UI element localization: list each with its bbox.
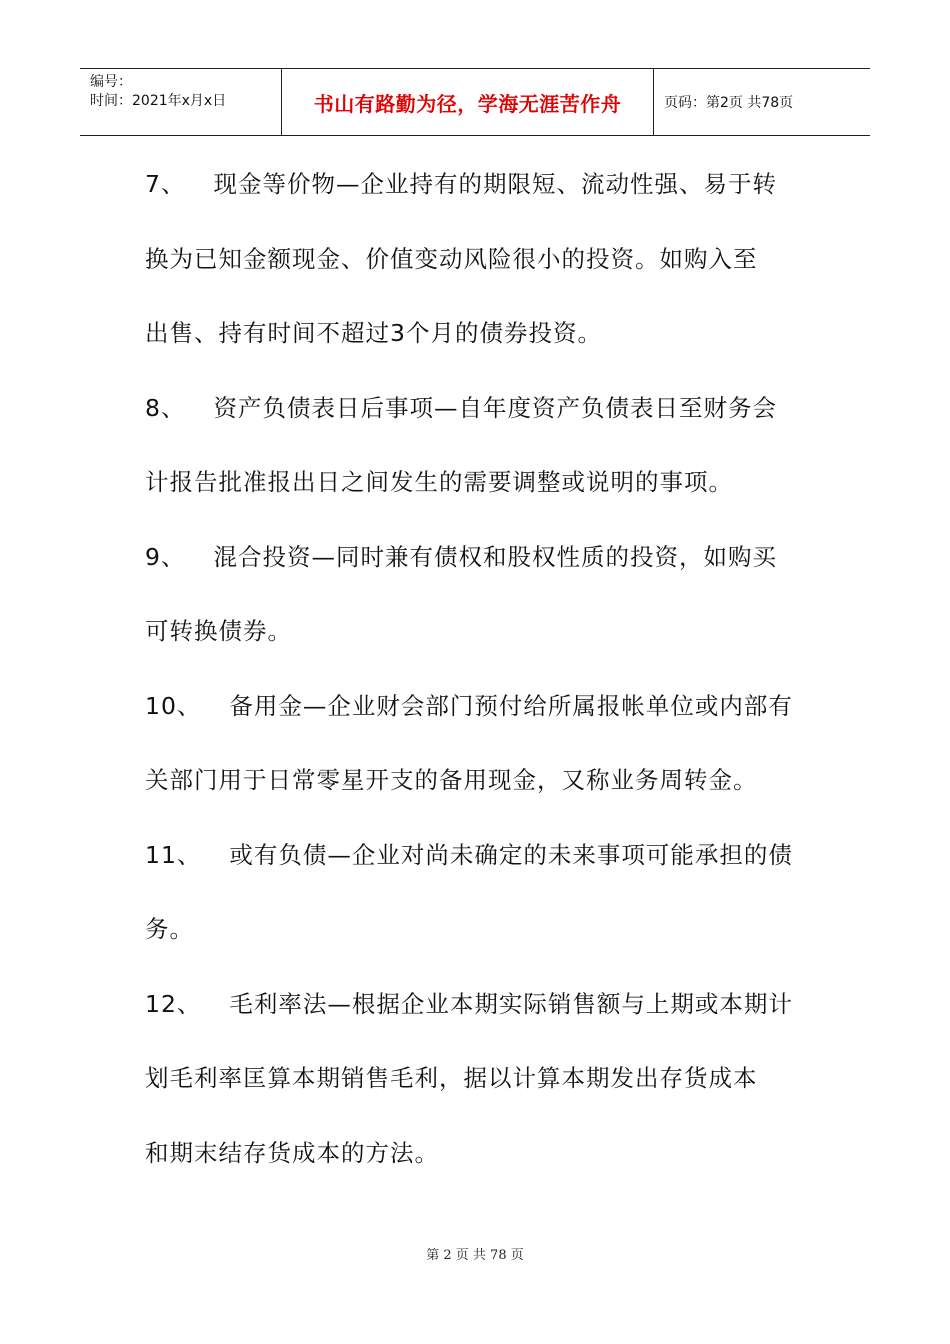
text-line <box>145 967 810 1042</box>
document-body <box>145 147 810 1190</box>
line-text: 换为已知金额现金、价值变动风险很小的投资。如购入至 <box>145 244 758 273</box>
text-line <box>145 1116 810 1191</box>
line-text: 可转换债券。 <box>145 617 292 645</box>
item-number: 7、 <box>145 170 186 198</box>
line-text: 备用金—企业财会部门预付给所属报帐单位或内部有 <box>229 691 793 720</box>
line-text: 毛利率法—根据企业本期实际销售额与上期或本期计 <box>229 989 793 1018</box>
text-line <box>145 296 810 371</box>
item-number: 10、 <box>145 691 202 720</box>
item-number: 11、 <box>145 840 202 869</box>
number-label: 编号： <box>90 74 132 90</box>
text-line <box>145 222 810 297</box>
text-line <box>145 371 810 446</box>
text-line <box>145 892 810 967</box>
line-text: 出售、持有时间不超过3个月的债券投资。 <box>145 319 602 347</box>
line-text: 和期末结存货成本的方法。 <box>145 1138 439 1167</box>
date-label: 时间：2021年x月x日 <box>90 93 227 109</box>
item-number: 9、 <box>145 542 186 571</box>
line-text: 务。 <box>145 915 194 943</box>
line-text: 划毛利率匡算本期销售毛利，据以计算本期发出存货成本 <box>145 1064 758 1092</box>
page-footer: 第 2 页 共 78 页 <box>426 1248 524 1263</box>
line-text: 或有负债—企业对尚未确定的未来事项可能承担的债 <box>229 840 793 869</box>
line-text: 混合投资—同时兼有债权和股权性质的投资，如购买 <box>213 542 777 571</box>
text-line <box>145 1041 810 1116</box>
line-text: 计报告批准报出日之间发生的需要调整或说明的事项。 <box>145 468 733 496</box>
text-line <box>145 818 810 893</box>
text-line <box>145 743 810 818</box>
header-page-info: 页码：第2页 共78页 <box>664 95 794 111</box>
header-motto: 书山有路勤为径，学海无涯苦作舟 <box>281 69 654 135</box>
line-text: 现金等价物—企业持有的期限短、流动性强、易于转 <box>213 170 777 198</box>
item-number: 12、 <box>145 989 202 1018</box>
text-line <box>145 594 810 669</box>
header-meta <box>80 69 281 135</box>
page-header <box>80 68 870 136</box>
text-line <box>145 669 810 744</box>
text-line <box>145 445 810 520</box>
line-text: 关部门用于日常零星开支的备用现金，又称业务周转金。 <box>145 766 758 794</box>
text-line <box>145 520 810 595</box>
text-line <box>145 147 810 222</box>
item-number: 8、 <box>145 393 186 422</box>
line-text: 资产负债表日后事项—自年度资产负债表日至财务会 <box>213 393 777 422</box>
